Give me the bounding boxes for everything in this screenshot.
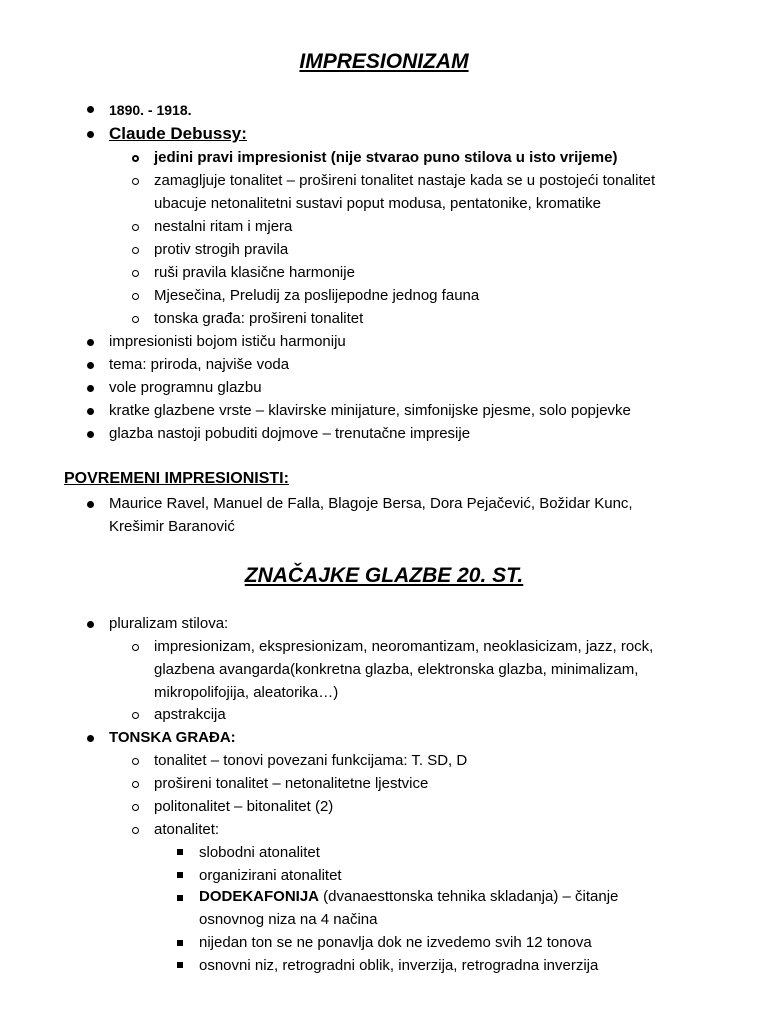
list-item: kratke glazbene vrste – klavirske minijature, simfonijske pjesme, solo popjevke bbox=[109, 402, 631, 419]
list-item: politonalitet – bitonalitet (2) bbox=[154, 798, 334, 815]
list-item bbox=[199, 886, 618, 908]
circle-bullet-icon bbox=[132, 827, 139, 834]
list-item: atonalitet: bbox=[154, 821, 220, 838]
list-item: vole programnu glazbu bbox=[109, 379, 262, 396]
list-item: apstrakcija bbox=[154, 706, 226, 723]
bullet-icon bbox=[87, 385, 94, 392]
circle-bullet-icon bbox=[132, 758, 139, 765]
section-heading: POVREMENI IMPRESIONISTI: bbox=[64, 470, 289, 487]
list-item: nijedan ton se ne ponavlja dok ne izvedemo svih 12 tonova bbox=[199, 934, 592, 951]
list-item: impresionizam, ekspresionizam, neoromantizam, neoklasicizam, jazz, rock, bbox=[154, 638, 654, 655]
list-item: osnovni niz, retrogradni oblik, inverzija, retrogradna inverzija bbox=[199, 957, 599, 974]
circle-bullet-icon bbox=[132, 644, 139, 651]
bold-term: DODEKAFONIJA bbox=[199, 888, 320, 905]
list-item-continuation: mikropolifojija, aleatorika…) bbox=[154, 684, 339, 701]
bullet-icon bbox=[87, 735, 94, 742]
list-item: tonalitet – tonovi povezani funkcijama: T. SD, D bbox=[154, 752, 468, 769]
circle-bullet-icon bbox=[132, 247, 139, 254]
square-bullet-icon bbox=[177, 962, 183, 968]
section-title: ZNAČAJKE GLAZBE 20. ST. bbox=[244, 564, 524, 587]
bullet-icon bbox=[87, 131, 94, 138]
list-item: prošireni tonalitet – netonalitetne ljestvice bbox=[154, 775, 429, 792]
list-item: tema: priroda, najviše voda bbox=[109, 356, 290, 373]
list-item: organizirani atonalitet bbox=[199, 867, 342, 884]
list-item: 1890. - 1918. bbox=[109, 102, 192, 118]
bullet-icon bbox=[87, 431, 94, 438]
square-bullet-icon bbox=[177, 895, 183, 901]
circle-bullet-icon bbox=[132, 224, 139, 231]
circle-bullet-icon bbox=[132, 781, 139, 788]
circle-bullet-icon bbox=[132, 293, 139, 300]
list-item: Maurice Ravel, Manuel de Falla, Blagoje Bersa, Dora Pejačević, Božidar Kunc, bbox=[109, 495, 633, 512]
list-item: ruši pravila klasične harmonije bbox=[154, 264, 355, 281]
circle-bullet-icon bbox=[132, 316, 139, 323]
bullet-icon bbox=[87, 621, 94, 628]
list-item: zamagljuje tonalitet – prošireni tonalitet nastaje kada se u postojeći tonalitet bbox=[154, 172, 656, 189]
list-item: Claude Debussy: bbox=[109, 124, 247, 143]
circle-bullet-icon bbox=[132, 270, 139, 277]
circle-bullet-icon bbox=[132, 712, 139, 719]
list-item-continuation: glazbena avangarda(konkretna glazba, elektronska glazba, minimalizam, bbox=[154, 661, 639, 678]
list-item-continuation: osnovnog niza na 4 načina bbox=[199, 911, 378, 928]
square-bullet-icon bbox=[177, 940, 183, 946]
page-title: IMPRESIONIZAM bbox=[299, 50, 469, 73]
list-item: jedini pravi impresionist (nije stvarao puno stilova u isto vrijeme) bbox=[154, 149, 618, 166]
term-description: (dvanaesttonska tehnika skladanja) – čitanje bbox=[319, 888, 619, 905]
list-item: Mjesečina, Preludij za poslijepodne jednog fauna bbox=[154, 287, 480, 304]
list-item: tonska građa: prošireni tonalitet bbox=[154, 310, 364, 327]
square-bullet-icon bbox=[177, 849, 183, 855]
bullet-icon bbox=[87, 501, 94, 508]
list-item: protiv strogih pravila bbox=[154, 241, 289, 258]
list-item: pluralizam stilova: bbox=[109, 615, 229, 632]
list-item: impresionisti bojom ističu harmoniju bbox=[109, 333, 346, 350]
bullet-icon bbox=[87, 408, 94, 415]
list-item-continuation: Krešimir Baranović bbox=[109, 518, 235, 535]
list-item-continuation: ubacuje netonalitetni sustavi poput modusa, pentatonike, kromatike bbox=[154, 195, 601, 212]
bullet-icon bbox=[87, 106, 94, 113]
square-bullet-icon bbox=[177, 872, 183, 878]
circle-bullet-icon bbox=[132, 155, 139, 162]
list-item: nestalni ritam i mjera bbox=[154, 218, 293, 235]
list-item: glazba nastoji pobuditi dojmove – trenutačne impresije bbox=[109, 425, 471, 442]
bullet-icon bbox=[87, 362, 94, 369]
circle-bullet-icon bbox=[132, 804, 139, 811]
circle-bullet-icon bbox=[132, 178, 139, 185]
list-item: slobodni atonalitet bbox=[199, 844, 320, 861]
list-item: TONSKA GRAĐA: bbox=[109, 729, 236, 746]
bullet-icon bbox=[87, 339, 94, 346]
